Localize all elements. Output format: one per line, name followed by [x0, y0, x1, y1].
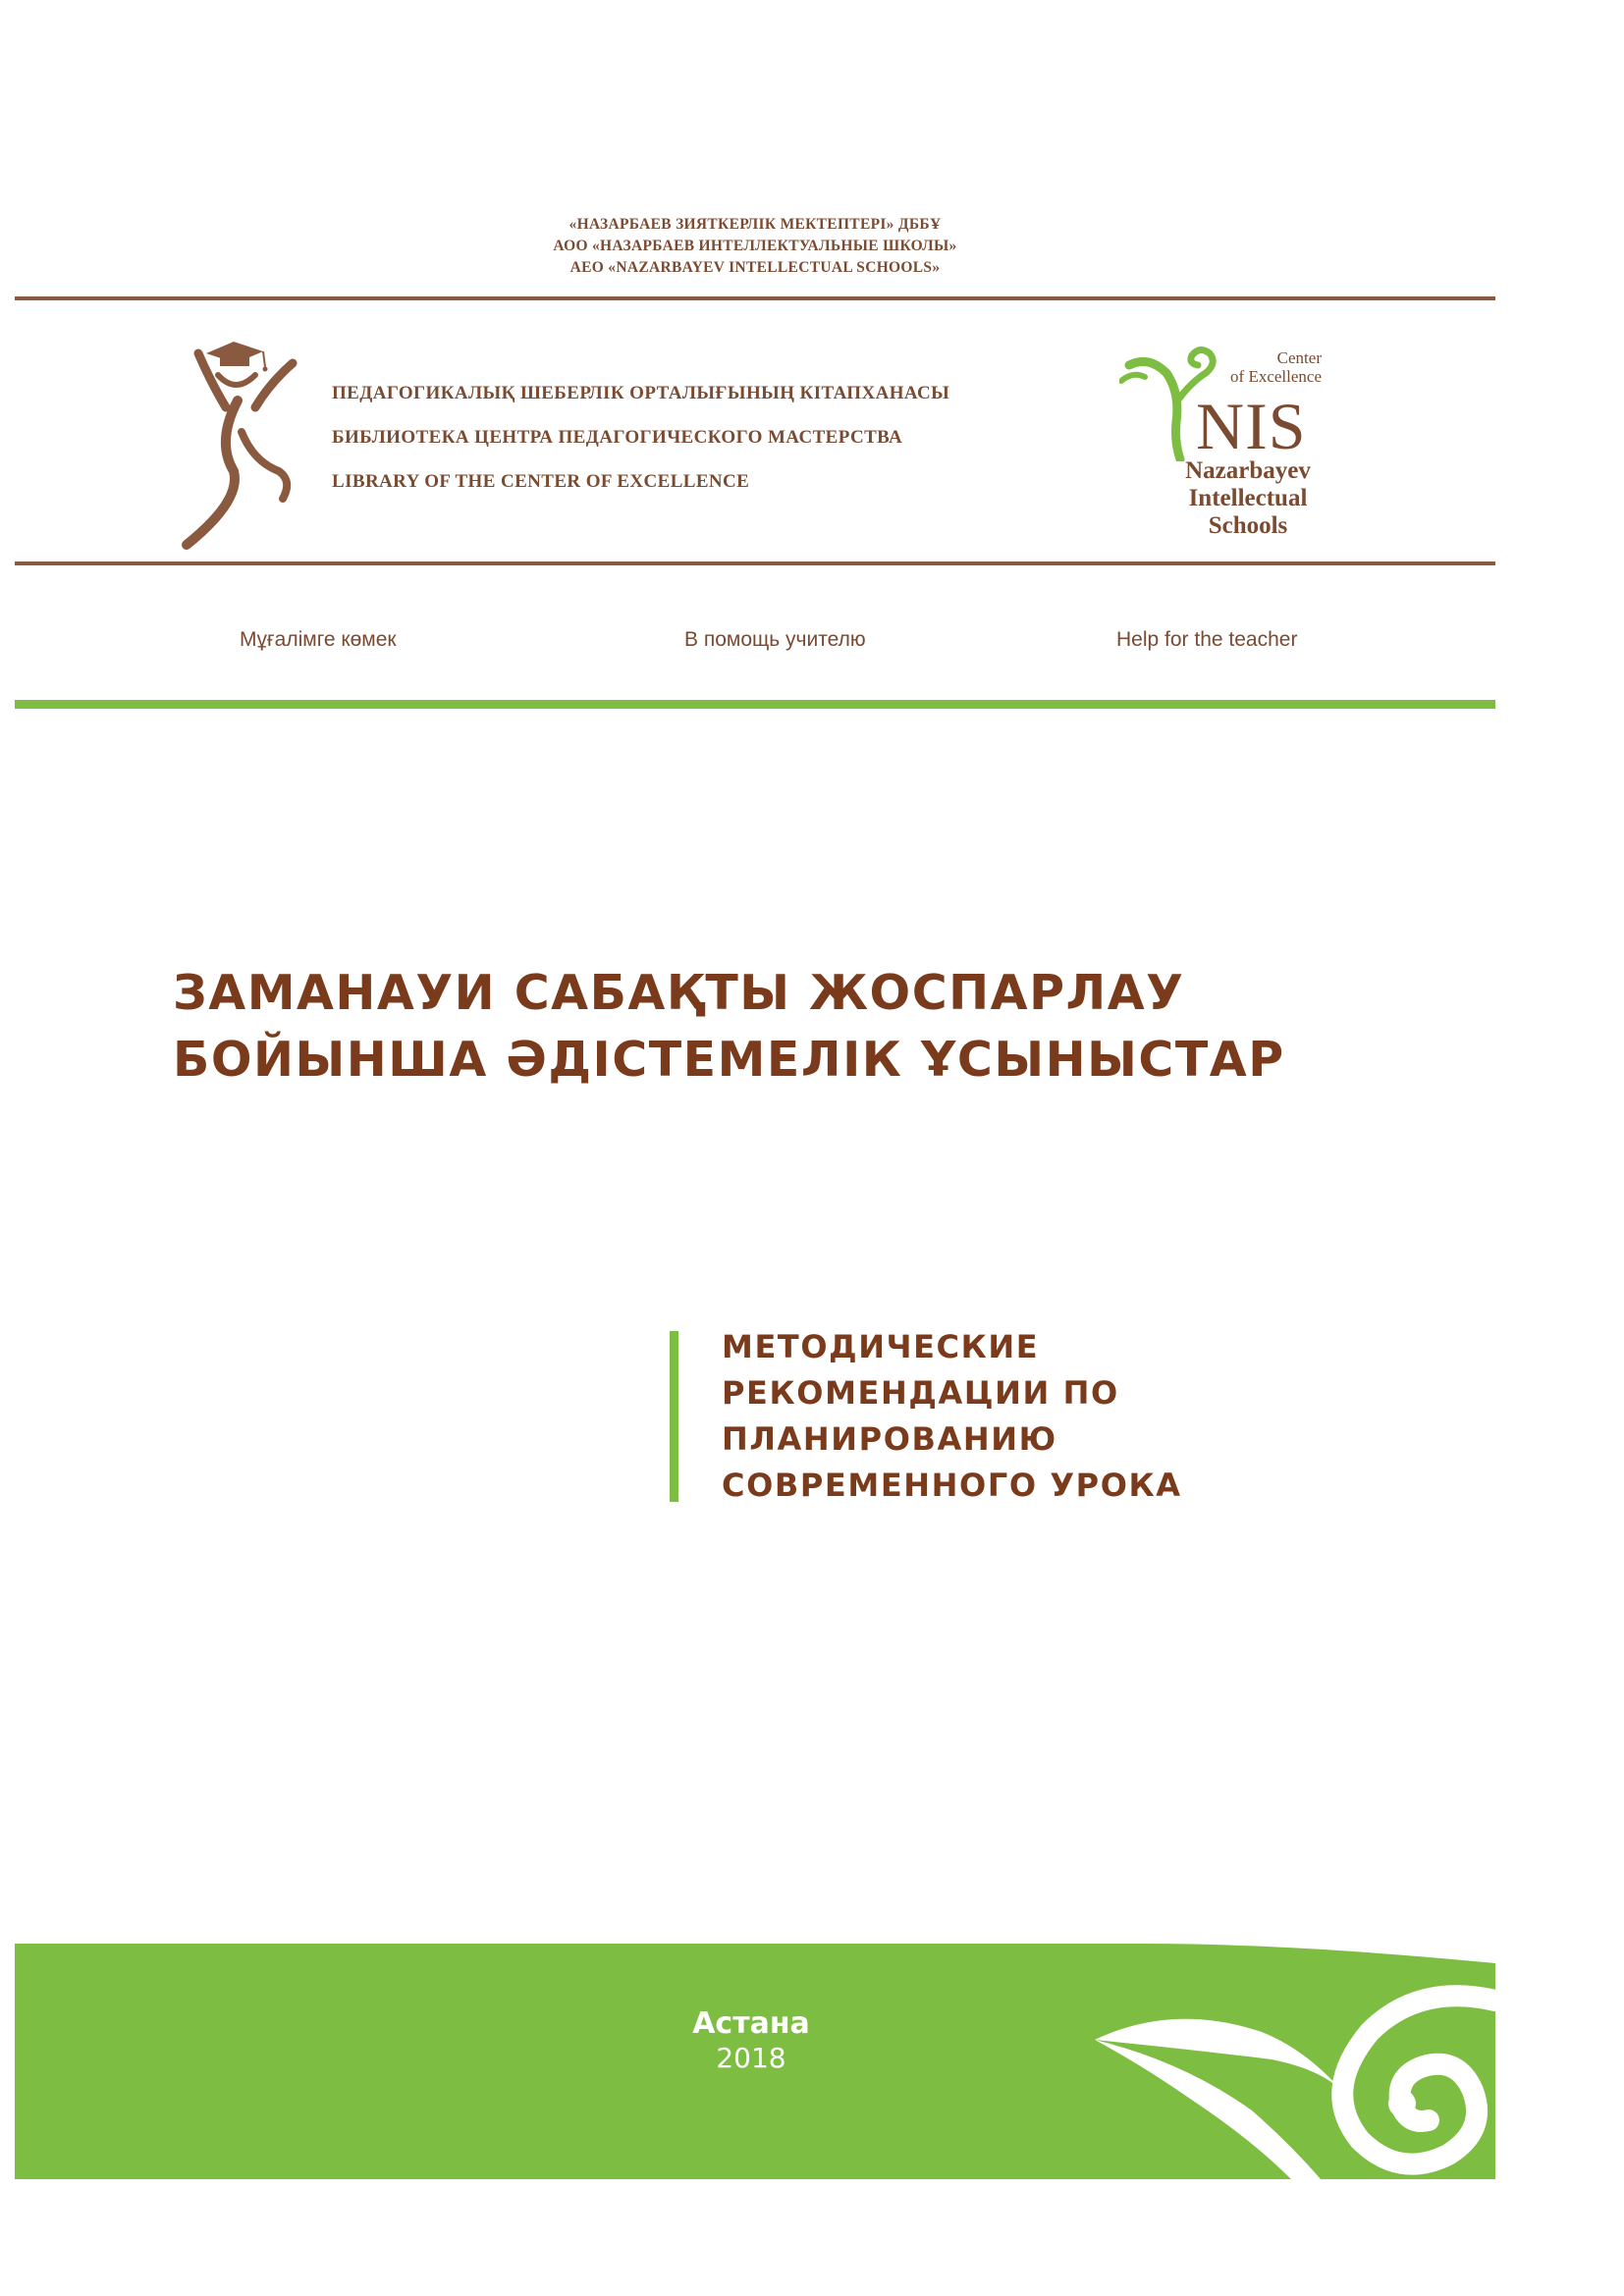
- subtitle-line1: МЕТОДИЧЕСКИЕ: [722, 1328, 1040, 1365]
- nis-name-line3: Schools: [1208, 512, 1288, 539]
- help-label-kz: Мұғалімге көмек: [240, 628, 397, 651]
- nis-name-line1: Nazarbayev: [1185, 457, 1311, 484]
- top-divider: [15, 296, 1495, 300]
- nis-logo: [1119, 344, 1326, 550]
- library-names: [332, 377, 949, 509]
- subtitle-line3: ПЛАНИРОВАНИЮ: [722, 1420, 1057, 1458]
- nis-abbreviation: NIS: [1196, 389, 1307, 463]
- publication-city: Астана: [692, 2006, 810, 2041]
- help-label-ru: В помощь учителю: [684, 628, 866, 651]
- publication-year: 2018: [716, 2042, 786, 2074]
- nis-full-name: [1174, 457, 1322, 540]
- nis-center-label: [1230, 348, 1322, 386]
- nis-name-line2: Intellectual: [1188, 485, 1308, 511]
- center-of-excellence-logo-icon: [177, 324, 304, 550]
- subtitle-line4: СОВРЕМЕННОГО УРОКА: [722, 1467, 1182, 1504]
- org-name-en: AEO «NAZARBAYEV INTELLECTUAL SCHOOLS»: [569, 259, 941, 276]
- library-name-ru: БИБЛИОТЕКА ЦЕНТРА ПЕДАГОГИЧЕСКОГО МАСТЕРСТВА: [332, 427, 903, 448]
- main-title-line2: БОЙЫНША ӘДІСТЕМЕЛІК ҰСЫНЫСТАР: [173, 1032, 1285, 1088]
- library-name-kz: ПЕДАГОГИКАЛЫҚ ШЕБЕРЛІК ОРТАЛЫҒЫНЫҢ КІТАПХАНАСЫ: [332, 383, 950, 403]
- subtitle-ru: [722, 1324, 1182, 1509]
- help-label-en: Help for the teacher: [1116, 628, 1298, 651]
- org-name-ru: АОО «НАЗАРБАЕВ ИНТЕЛЛЕКТУАЛЬНЫЕ ШКОЛЫ»: [553, 238, 957, 254]
- org-name-kz: «НАЗАРБАЕВ ЗИЯТКЕРЛІК МЕКТЕПТЕРІ» ДББҰ: [568, 216, 942, 233]
- library-name-en: LIBRARY OF THE CENTER OF EXCELLENCE: [332, 471, 750, 492]
- middle-divider: [15, 561, 1495, 565]
- green-divider: [15, 700, 1495, 709]
- nis-center-line2: of Excellence: [1230, 367, 1322, 386]
- subtitle-accent-bar: [670, 1331, 678, 1502]
- organization-header: [15, 214, 1495, 279]
- subtitle-line2: РЕКОМЕНДАЦИИ ПО: [722, 1374, 1119, 1412]
- main-title-kz: [173, 960, 1285, 1094]
- nis-center-line1: Center: [1276, 348, 1322, 367]
- main-title-line1: ЗАМАНАУИ САБАҚТЫ ЖОСПАРЛАУ: [173, 965, 1185, 1021]
